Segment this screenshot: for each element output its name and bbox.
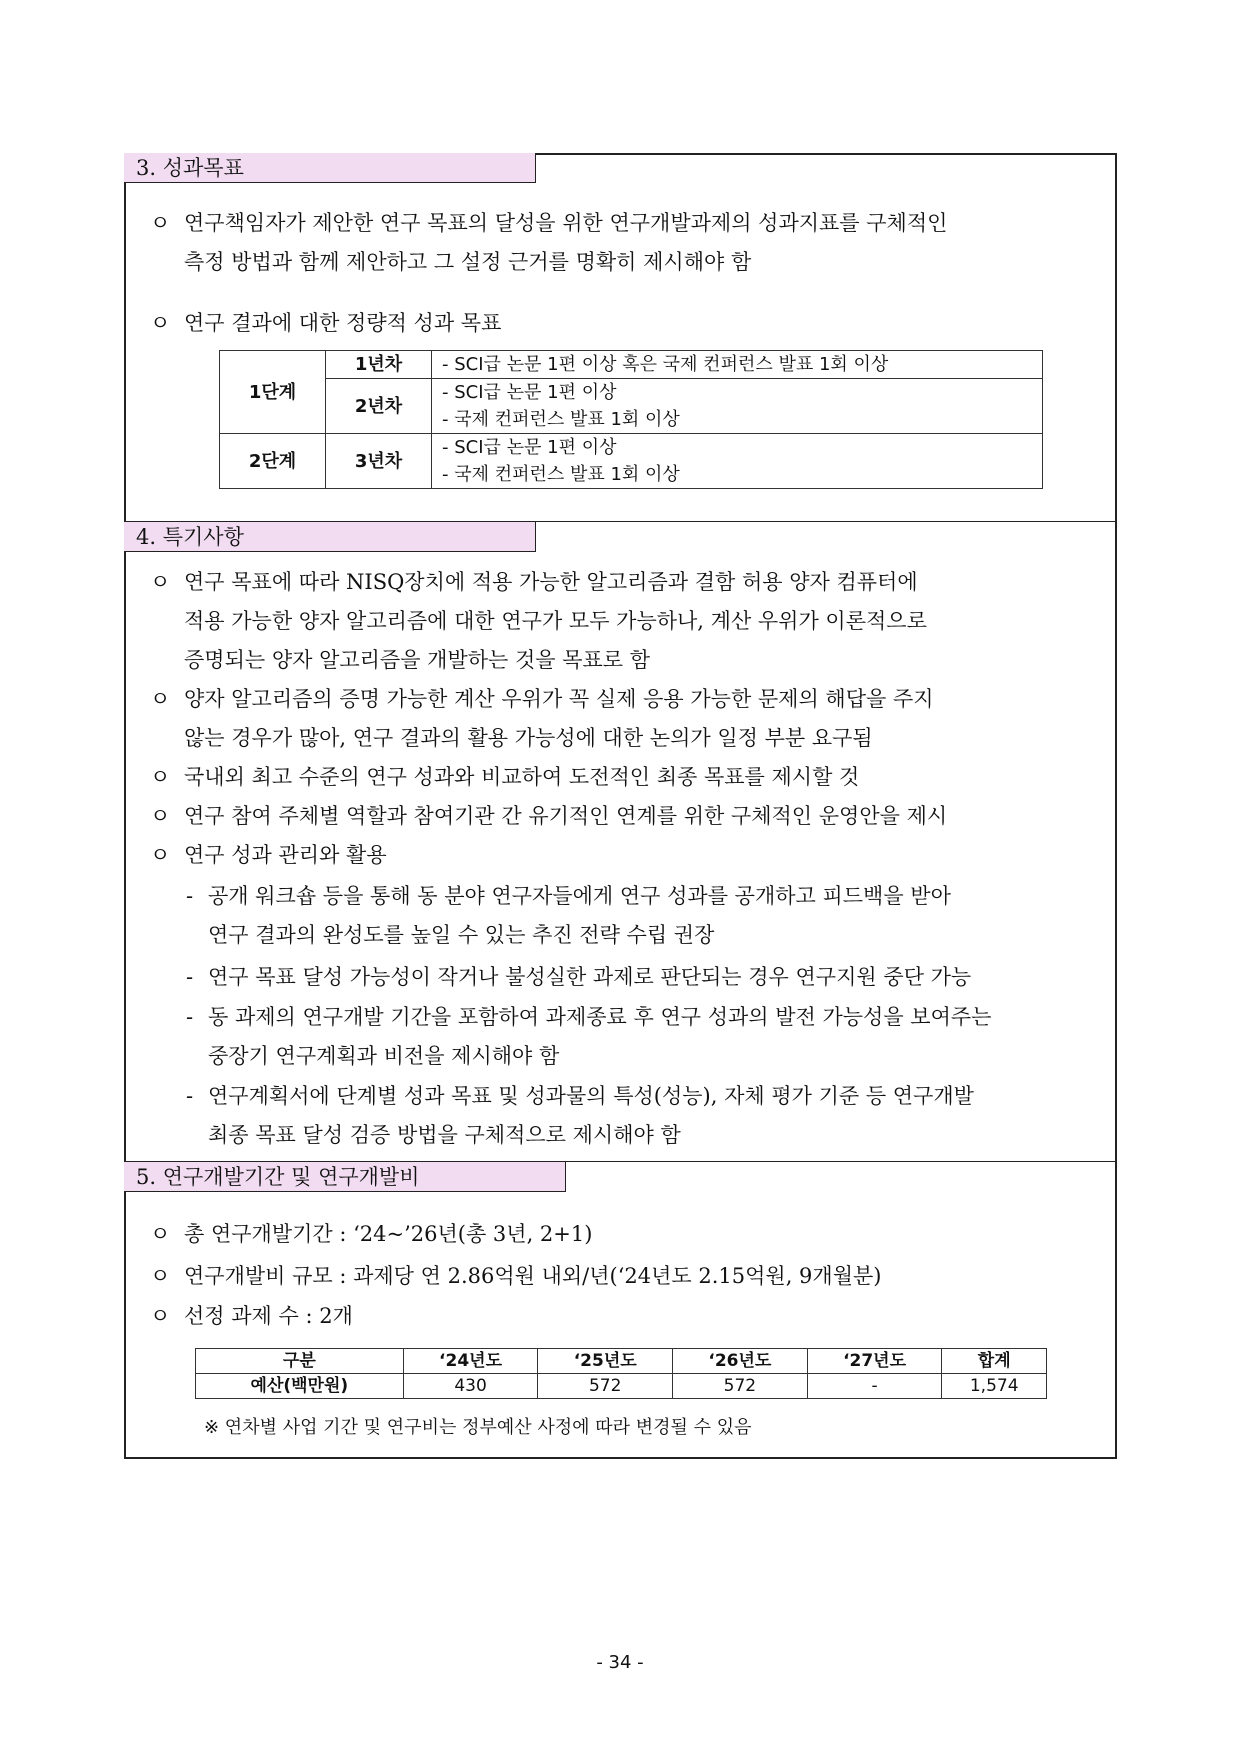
dash: - — [186, 884, 194, 908]
table-row — [220, 434, 1043, 462]
section-5-item-1 — [150, 1215, 1110, 1254]
header-cell: ‘25년도 — [538, 1349, 673, 1374]
value-cell: 572 — [538, 1374, 673, 1399]
section-4-item-4 — [150, 797, 1110, 836]
year-cell: 3년차 — [326, 434, 432, 489]
item-text: 양자 알고리즘의 증명 가능한 계산 우위가 꼭 실제 응용 가능한 문제의 해답을 주지 — [184, 687, 934, 711]
table-row — [196, 1374, 1047, 1399]
section-4-sub-2 — [186, 958, 1116, 997]
stage-cell: 2단계 — [220, 434, 326, 489]
section-4-item-2 — [150, 680, 1110, 719]
item-text: 연구 참여 주체별 역할과 참여기관 간 유기적인 연계를 위한 구체적인 운영안을 제시 — [184, 804, 948, 828]
bullet: ㅇ — [150, 311, 171, 335]
goal-cell: - 국제 컨퍼런스 발표 1회 이상 — [432, 406, 1043, 434]
goal-cell: - SCI급 논문 1편 이상 — [432, 434, 1043, 462]
table-row — [220, 379, 1043, 407]
dash: - — [186, 965, 194, 989]
table-row — [220, 351, 1043, 379]
section-3-item-2 — [150, 304, 1110, 343]
goal-cell: - 국제 컨퍼런스 발표 1회 이상 — [432, 461, 1043, 489]
section-4-sub-1-cont: 연구 결과의 완성도를 높일 수 있는 추진 전략 수립 권장 — [208, 923, 715, 947]
table-header-row — [196, 1349, 1047, 1374]
section-4-item-5 — [150, 836, 1110, 875]
bullet: ㅇ — [150, 570, 171, 594]
header-cell: 합계 — [942, 1349, 1047, 1374]
section-4-heading: 4. 특기사항 — [124, 522, 536, 552]
item-text: 연구개발비 규모 : 과제당 연 2.86억원 내외/년(‘24년도 2.15억원, 9개월분) — [184, 1264, 882, 1288]
section-4-item-1-cont: 증명되는 양자 알고리즘을 개발하는 것을 목표로 함 — [184, 648, 651, 672]
value-cell: 430 — [403, 1374, 538, 1399]
section-4-item-2-cont: 않는 경우가 많아, 연구 결과의 활용 가능성에 대한 논의가 일정 부분 요구됨 — [184, 726, 873, 750]
header-cell: ‘27년도 — [807, 1349, 942, 1374]
section-4-item-1 — [150, 563, 1110, 602]
row-label-cell: 예산(백만원) — [196, 1374, 404, 1399]
section-4-sub-1 — [186, 877, 1116, 916]
item-text: 국내외 최고 수준의 연구 성과와 비교하여 도전적인 최종 목표를 제시할 것 — [184, 765, 860, 789]
bullet: ㅇ — [150, 765, 171, 789]
section-3-item-1 — [150, 204, 1110, 243]
section-3-heading: 3. 성과목표 — [124, 153, 536, 183]
value-cell: - — [807, 1374, 942, 1399]
bullet: ㅇ — [150, 1264, 171, 1288]
goal-cell: - SCI급 논문 1편 이상 혹은 국제 컨퍼런스 발표 1회 이상 — [432, 351, 1043, 379]
section-5-item-2 — [150, 1257, 1110, 1296]
page-number: - 34 - — [596, 1652, 644, 1673]
header-cell: ‘26년도 — [673, 1349, 808, 1374]
dash: - — [186, 1084, 194, 1108]
item-text: 연구 목표 달성 가능성이 작거나 불성실한 과제로 판단되는 경우 연구지원 중단 가능 — [208, 965, 972, 989]
item-text: 동 과제의 연구개발 기간을 포함하여 과제종료 후 연구 성과의 발전 가능성을 보여주는 — [208, 1005, 992, 1029]
bullet: ㅇ — [150, 1222, 171, 1246]
value-cell: 1,574 — [942, 1374, 1047, 1399]
budget-note: ※ 연차별 사업 기간 및 연구비는 정부예산 사정에 따라 변경될 수 있음 — [204, 1417, 752, 1438]
item-text: 연구 목표에 따라 NISQ장치에 적용 가능한 알고리즘과 결함 허용 양자 컴퓨터에 — [184, 570, 918, 594]
section-4-sub-3-cont: 중장기 연구계획과 비전을 제시해야 함 — [208, 1044, 560, 1068]
section-5-heading: 5. 연구개발기간 및 연구개발비 — [124, 1162, 566, 1192]
budget-table — [195, 1348, 1047, 1399]
item-text: 연구계획서에 단계별 성과 목표 및 성과물의 특성(성능), 자체 평가 기준 등 연구개발 — [208, 1084, 974, 1108]
header-cell: ‘24년도 — [403, 1349, 538, 1374]
section-4-sub-4-cont: 최종 목표 달성 검증 방법을 구체적으로 제시해야 함 — [208, 1123, 681, 1147]
bullet: ㅇ — [150, 211, 171, 235]
item-text: 총 연구개발기간 : ‘24~’26년(총 3년, 2+1) — [184, 1222, 593, 1246]
dash: - — [186, 1005, 194, 1029]
section-4-sub-3 — [186, 998, 1116, 1037]
stage-cell: 1단계 — [220, 351, 326, 434]
section-4-item-3 — [150, 758, 1110, 797]
item-text: 연구책임자가 제안한 연구 목표의 달성을 위한 연구개발과제의 성과지표를 구체적인 — [184, 211, 948, 235]
item-text: 선정 과제 수 : 2개 — [184, 1304, 353, 1328]
goal-cell: - SCI급 논문 1편 이상 — [432, 379, 1043, 407]
year-cell: 2년차 — [326, 379, 432, 434]
item-text: 연구 결과에 대한 정량적 성과 목표 — [184, 311, 502, 335]
item-text: 연구 성과 관리와 활용 — [184, 843, 387, 867]
performance-goal-table — [219, 350, 1043, 489]
bullet: ㅇ — [150, 687, 171, 711]
year-cell: 1년차 — [326, 351, 432, 379]
item-text: 공개 워크숍 등을 통해 동 분야 연구자들에게 연구 성과를 공개하고 피드백을 받아 — [208, 884, 951, 908]
value-cell: 572 — [673, 1374, 808, 1399]
section-3-item-1-cont: 측정 방법과 함께 제안하고 그 설정 근거를 명확히 제시해야 함 — [184, 250, 752, 274]
bullet: ㅇ — [150, 1304, 171, 1328]
header-cell: 구분 — [196, 1349, 404, 1374]
section-4-item-1-cont: 적용 가능한 양자 알고리즘에 대한 연구가 모두 가능하나, 계산 우위가 이론적으로 — [184, 609, 927, 633]
section-4-sub-4 — [186, 1077, 1116, 1116]
bullet: ㅇ — [150, 804, 171, 828]
bullet: ㅇ — [150, 843, 171, 867]
section-5-item-3 — [150, 1297, 1110, 1336]
